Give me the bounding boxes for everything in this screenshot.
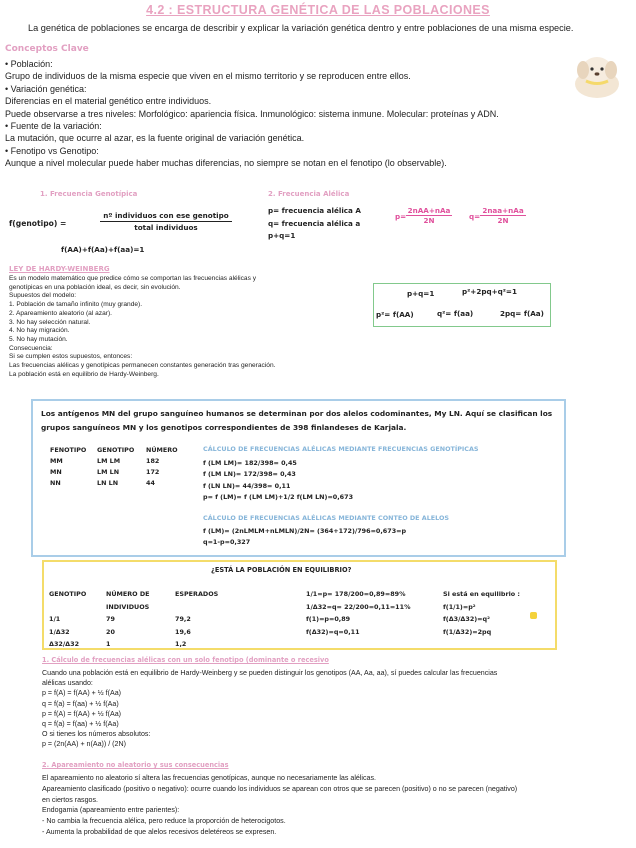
- sec2-text: [42, 773, 517, 838]
- table-header: [49, 588, 235, 613]
- sec2-line: - Aumenta la probabilidad de que alelos recesivos deletéreos se expresen.: [42, 827, 277, 836]
- freq-geno-denominator: total individuos: [134, 223, 198, 232]
- list-item: Aunque a nivel molecular puede haber muchas diferencias, no siempre se notan en el fenotipo (lo observable).: [5, 158, 447, 169]
- table-cell: Δ32/Δ32: [49, 640, 80, 649]
- table-cell: LM LN: [97, 468, 120, 476]
- table-cell: LM LM: [97, 457, 121, 465]
- table-header-cell: GENOTIPO: [97, 446, 135, 454]
- table-cell: 19,6: [175, 627, 191, 636]
- list-item: • Variación genética:: [5, 83, 87, 94]
- freq-alel-line: q= frecuencia alélica a: [268, 218, 361, 228]
- table-row: [50, 456, 190, 467]
- sec2-heading: 2. Apareamiento no aleatorio y sus consecuencias: [42, 761, 229, 769]
- calc-line: f(Δ32)=q=0,11: [306, 627, 360, 636]
- condition-line: f(1/Δ32)=2pq: [443, 627, 492, 636]
- hardy-line: 5. No hay mutación.: [9, 335, 68, 343]
- hardy-line: Consecuencia:: [9, 344, 53, 352]
- equilibrium-table: [49, 588, 235, 651]
- table-cell: 79: [106, 615, 115, 624]
- calc-line: 1/Δ32=q= 22/200=0,11=11%: [306, 602, 411, 611]
- list-item: Diferencias en el material genético entre individuos.: [5, 96, 212, 107]
- p-lhs: p=: [395, 212, 407, 221]
- hw-eq-full: p²+2pq+q²=1: [462, 287, 517, 296]
- table-cell: 20: [106, 627, 115, 636]
- mn-table: [50, 445, 190, 489]
- table-header-cell: NÚMERO DE INDIVIDUOS: [106, 590, 150, 611]
- table-header-cell: FENOTIPO: [50, 446, 87, 454]
- hw-eq-pq: p+q=1: [407, 289, 435, 298]
- table-row: [49, 613, 235, 626]
- q-denominator: 2N: [497, 216, 509, 225]
- page-title: 4.2 : ESTRUCTURA GENÉTICA DE LAS POBLACIONES: [146, 3, 490, 17]
- freq-geno-numerator: nº individuos con ese genotipo: [100, 211, 232, 222]
- p-numerator: 2nAA+nAa: [407, 206, 451, 215]
- sec2-line: Apareamiento clasificado (positivo o negativo): ocurre cuando los individuos se aparean con otros que se parecen (positivo) o no se parecen (negativo): [42, 784, 518, 793]
- list-item: Grupo de individuos de la misma especie que viven en el mismo territorio y se reproducen entre ellos.: [5, 71, 411, 82]
- table-cell: MM: [50, 457, 63, 465]
- sec1-line: alélicas usando:: [42, 679, 93, 688]
- table-cell: NN: [50, 479, 61, 487]
- sec1-line: Cuando una población está en equilibrio de Hardy-Weinberg y se pueden distinguir los genotipos (AA, Aa, aa), sí puedes calcular las frecuencias: [42, 669, 498, 677]
- hardy-line: 1. Población de tamaño infinito (muy grande).: [9, 301, 143, 309]
- calc2-title: CÁLCULO DE FRECUENCIAS ALÉLICAS MEDIANTE CONTEO DE ALELOS: [203, 514, 450, 522]
- sec2-line: - No cambia la frecuencia alélica, pero reduce la proporción de heterocigotos.: [42, 817, 286, 826]
- condition-line: f(1/1)=p²: [443, 602, 476, 611]
- table-cell: 172: [146, 468, 160, 476]
- star-sticker-icon: [530, 612, 537, 619]
- freq-geno-fraction: [100, 211, 232, 232]
- q-lhs: q=: [469, 212, 481, 221]
- freq-alel-defs: [268, 205, 361, 243]
- calc-line: f(1)=p=0,89: [306, 615, 351, 624]
- conceptos-list: [5, 58, 499, 170]
- table-header-cell: ESPERADOS: [175, 590, 219, 598]
- table-row: [49, 638, 235, 651]
- hardy-text: [9, 275, 275, 379]
- freq-alel-heading: 2. Frecuencia Alélica: [268, 190, 350, 198]
- calc2-lines: [203, 526, 406, 549]
- sec1-line: O si tienes los números absolutos:: [42, 730, 151, 739]
- hardy-line: Si se cumplen estos supuestos, entonces:: [9, 353, 133, 361]
- table-cell: MN: [50, 468, 62, 476]
- calc-line: 1/1=p= 178/200=0,89=89%: [306, 590, 406, 598]
- equilibrium-title: ¿ESTÁ LA POBLACIÓN EN EQUILIBRIO?: [211, 566, 352, 574]
- p-fraction: [406, 206, 452, 225]
- list-item: • Fenotipo vs Genotipo:: [5, 145, 99, 156]
- sec1-line: q = f(a) = f(aa) + ½ f(Aa): [42, 720, 119, 729]
- table-cell: 182: [146, 457, 160, 465]
- sec2-line: El apareamiento no aleatorio sí altera las frecuencias genotípicas, aunque no necesariamente las alélicas.: [42, 774, 377, 782]
- calc1-lines: [203, 458, 353, 504]
- freq-geno-heading: 1. Frecuencia Genotípica: [40, 190, 138, 198]
- calc-line: f (LN LN)= 44/398= 0,11: [203, 481, 291, 490]
- q-fraction: [480, 206, 526, 225]
- hardy-line: La población está en equilibrio de Hardy-Weinberg.: [9, 370, 159, 378]
- sec2-line: Endogamia (apareamiento entre parientes):: [42, 806, 180, 815]
- calc1-title: CÁLCULO DE FRECUENCIAS ALÉLICAS MEDIANTE FRECUENCIAS GENOTÍPICAS: [203, 445, 479, 453]
- hardy-line: genotípicas en una población ideal, es decir, sin evolución.: [9, 283, 181, 291]
- hw-eq-recessive: q²= f(aa): [437, 309, 474, 318]
- sec2-line: en ciertos rasgos.: [42, 795, 98, 804]
- calc-line: f (LM)= (2nLMLM+nLMLN)/2N= (364+172)/796=0,673=p: [203, 527, 407, 535]
- conceptos-heading: Conceptos Clave: [5, 44, 89, 54]
- equilibrium-calc: [306, 588, 410, 638]
- hardy-line: Es un modelo matemático que predice cómo se comportan las frecuencias alélicas y: [9, 275, 257, 282]
- condition-line: f(Δ3/Δ32)=q²: [443, 615, 490, 624]
- hardy-line: 3. No hay selección natural.: [9, 318, 91, 326]
- list-item: • Población:: [5, 59, 53, 69]
- hardy-line: Supuestos del modelo:: [9, 292, 77, 300]
- table-row: [49, 626, 235, 639]
- equilibrium-conditions: [443, 588, 520, 638]
- p-denominator: 2N: [423, 216, 435, 225]
- puppy-sticker-icon: [568, 50, 626, 100]
- sec1-line: q = f(a) = f(aa) + ½ f(Aa): [42, 699, 119, 708]
- freq-alel-line: p= frecuencia alélica A: [268, 206, 361, 215]
- table-cell: 44: [146, 479, 155, 487]
- freq-alel-line: p+q=1: [268, 231, 296, 241]
- freq-geno-sum: f(AA)+f(Aa)+f(aa)=1: [61, 245, 145, 254]
- q-numerator: 2naa+nAa: [480, 206, 526, 216]
- freq-geno-lhs: f(genotipo) =: [9, 219, 67, 228]
- calc-line: q=1-p=0,327: [203, 538, 251, 547]
- hardy-line: 2. Apareamiento aleatorio (al azar).: [9, 309, 112, 317]
- list-item: La mutación, que ocurre al azar, es la fuente original de variación genética.: [5, 133, 305, 144]
- list-item: Puede observarse a tres niveles: Morfológico: apariencia física. Inmunológico: sistema inmune. Molecular: proteínas y ADN.: [5, 108, 499, 119]
- calc-line: f (LM LN)= 172/398= 0,43: [203, 470, 296, 479]
- table-cell: 1/Δ32: [49, 627, 70, 636]
- sec1-line: p = f(A) = f(AA) + ½ f(Aa): [42, 709, 122, 718]
- calc-line: f (LM LM)= 182/398= 0,45: [203, 459, 297, 467]
- table-row: [50, 467, 190, 478]
- list-item: • Fuente de la variación:: [5, 121, 102, 132]
- conditions-title: Si está en equilibrio :: [443, 590, 520, 598]
- table-cell: LN LN: [97, 479, 119, 487]
- sec1-line: p = (2n(AA) + n(Aa)) / (2N): [42, 740, 126, 749]
- hardy-line: 4. No hay migración.: [9, 327, 70, 335]
- hw-eq-aa: p²= f(AA): [376, 310, 414, 319]
- table-cell: 1: [106, 640, 111, 649]
- sec1-text: [42, 668, 497, 750]
- table-header-cell: GENOTIPO: [49, 590, 87, 598]
- table-cell: 1,2: [175, 640, 187, 649]
- hardy-line: Las frecuencias alélicas y genotípicas permanecen constantes generación tras generación.: [9, 362, 276, 370]
- sec1-line: p = f(A) = f(AA) + ½ f(Aa): [42, 689, 122, 698]
- hw-eq-hetero: 2pq= f(Aa): [500, 309, 544, 318]
- table-cell: 79,2: [175, 615, 191, 624]
- table-header-cell: NÚMERO: [146, 446, 178, 454]
- hardy-heading: LEY DE HARDY-WEINBERG: [9, 265, 110, 273]
- table-cell: 1/1: [49, 615, 61, 624]
- table-row: [50, 478, 190, 489]
- table-header: [50, 445, 190, 456]
- calc-line: p= f (LM)= f (LM LM)+1/2 f(LM LN)=0,673: [203, 493, 354, 502]
- intro-text: La genética de poblaciones se encarga de describir y explicar la variación genética dentro y entre poblaciones de una misma especie.: [28, 23, 574, 33]
- sec1-heading: 1. Cálculo de frecuencias alélicas con un solo fenotipo (dominante o recesivo: [42, 656, 329, 664]
- mn-statement: Los antígenos MN del grupo sanguíneo humanos se determinan por dos alelos codominantes, My LN. Aquí se clasifican los grupos sanguíneos MN y los genotipos correspondientes de 398 finlandeses de Karjala.: [41, 409, 553, 432]
